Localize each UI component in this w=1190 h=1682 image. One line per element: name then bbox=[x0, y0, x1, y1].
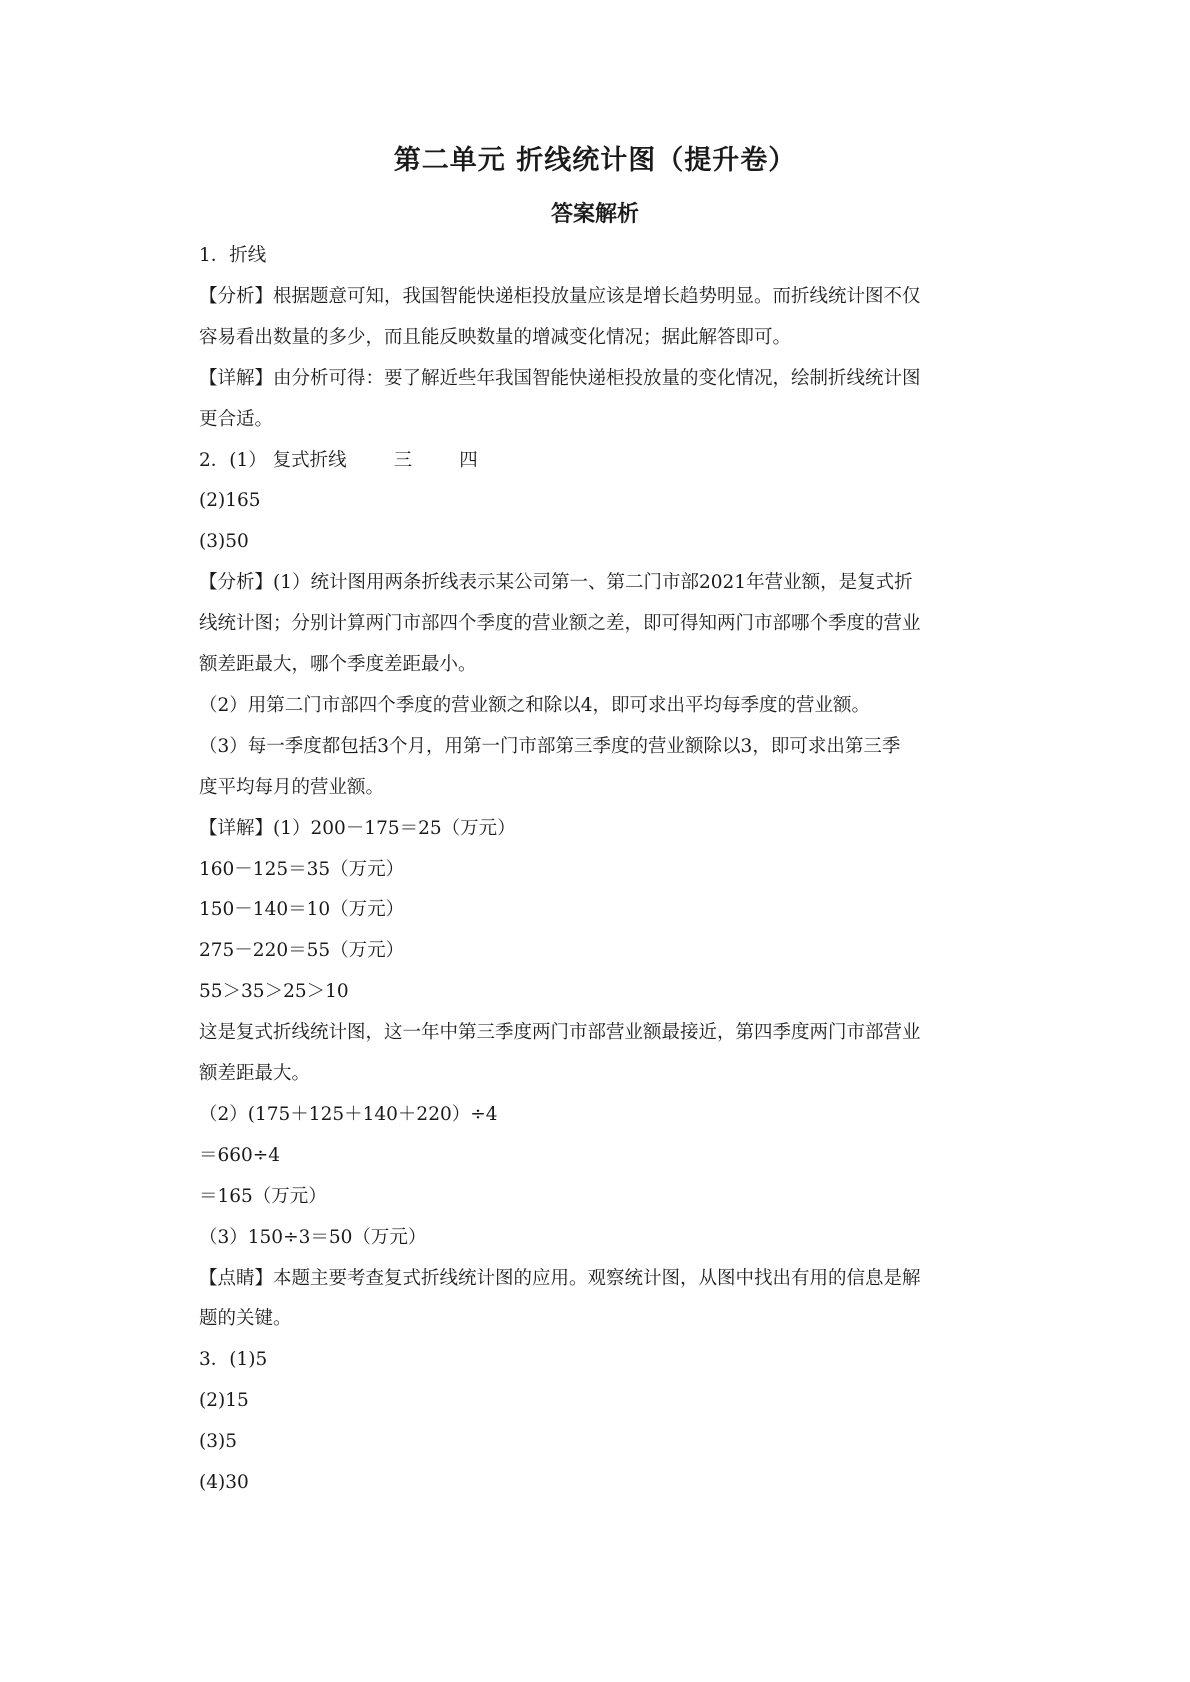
text-line: ＝165（万元） bbox=[199, 1185, 327, 1207]
page-title: 第二单元 折线统计图（提升卷） bbox=[393, 145, 797, 176]
text-line: 2．(1） 复式折线 三 四 bbox=[199, 449, 478, 471]
text-line: 【详解】由分析可得：要了解近些年我国智能快递柜投放量的变化情况，绘制折线统计图 bbox=[199, 367, 921, 389]
text-line: 160－125＝35（万元） bbox=[199, 858, 405, 880]
text-line: 275－220＝55（万元） bbox=[199, 940, 405, 962]
text-line: (2)165 bbox=[199, 490, 261, 512]
text-line: 额差距最大。 bbox=[199, 1063, 311, 1084]
text-line: (3)50 bbox=[199, 531, 249, 553]
text-line: 更合适。 bbox=[199, 408, 274, 430]
text-line: 3．(1)5 bbox=[199, 1349, 268, 1371]
text-line: 150－140＝10（万元） bbox=[199, 899, 405, 921]
text-line: (2)15 bbox=[199, 1390, 249, 1412]
text-line: （2）(175＋125＋140＋220）÷4 bbox=[199, 1103, 498, 1125]
text-line: 1．折线 bbox=[199, 245, 267, 266]
text-line: 【分析】(1）统计图用两条折线表示某公司第一、第二门市部2021年营业额，是复式折 bbox=[199, 572, 913, 594]
text-line: 额差距最大，哪个季度差距最小。 bbox=[199, 654, 477, 675]
text-line: 【分析】根据题意可知，我国智能快递柜投放量应该是增长趋势明显。而折线统计图不仅 bbox=[199, 285, 921, 307]
text-line: 【详解】(1）200－175＝25（万元） bbox=[199, 817, 516, 839]
text-line: 55＞35＞25＞10 bbox=[199, 981, 349, 1003]
text-line: 题的关键。 bbox=[199, 1308, 292, 1330]
text-line: 容易看出数量的多少，而且能反映数量的增减变化情况；据此解答即可。 bbox=[199, 326, 792, 348]
text-line: (4)30 bbox=[199, 1472, 249, 1493]
text-line: (3)5 bbox=[199, 1431, 237, 1453]
text-line: ＝660÷4 bbox=[199, 1144, 281, 1166]
text-line: 线统计图；分别计算两门市部四个季度的营业额之差，即可得知两门市部哪个季度的营业 bbox=[199, 613, 921, 635]
text-line: 度平均每月的营业额。 bbox=[199, 776, 385, 798]
text-line: （3）150÷3＝50（万元） bbox=[199, 1226, 427, 1248]
text-line: 这是复式折线统计图，这一年中第三季度两门市部营业额最接近，第四季度两门市部营业 bbox=[199, 1022, 921, 1044]
text-line: （3）每一季度都包括3个月，用第一门市部第三季度的营业额除以3，即可求出第三季 bbox=[199, 735, 901, 757]
text-line: 【点睛】本题主要考查复式折线统计图的应用。观察统计图，从图中找出有用的信息是解 bbox=[199, 1267, 921, 1289]
page-subtitle: 答案解析 bbox=[550, 202, 639, 227]
text-line: （2）用第二门市部四个季度的营业额之和除以4，即可求出平均每季度的营业额。 bbox=[199, 694, 871, 716]
